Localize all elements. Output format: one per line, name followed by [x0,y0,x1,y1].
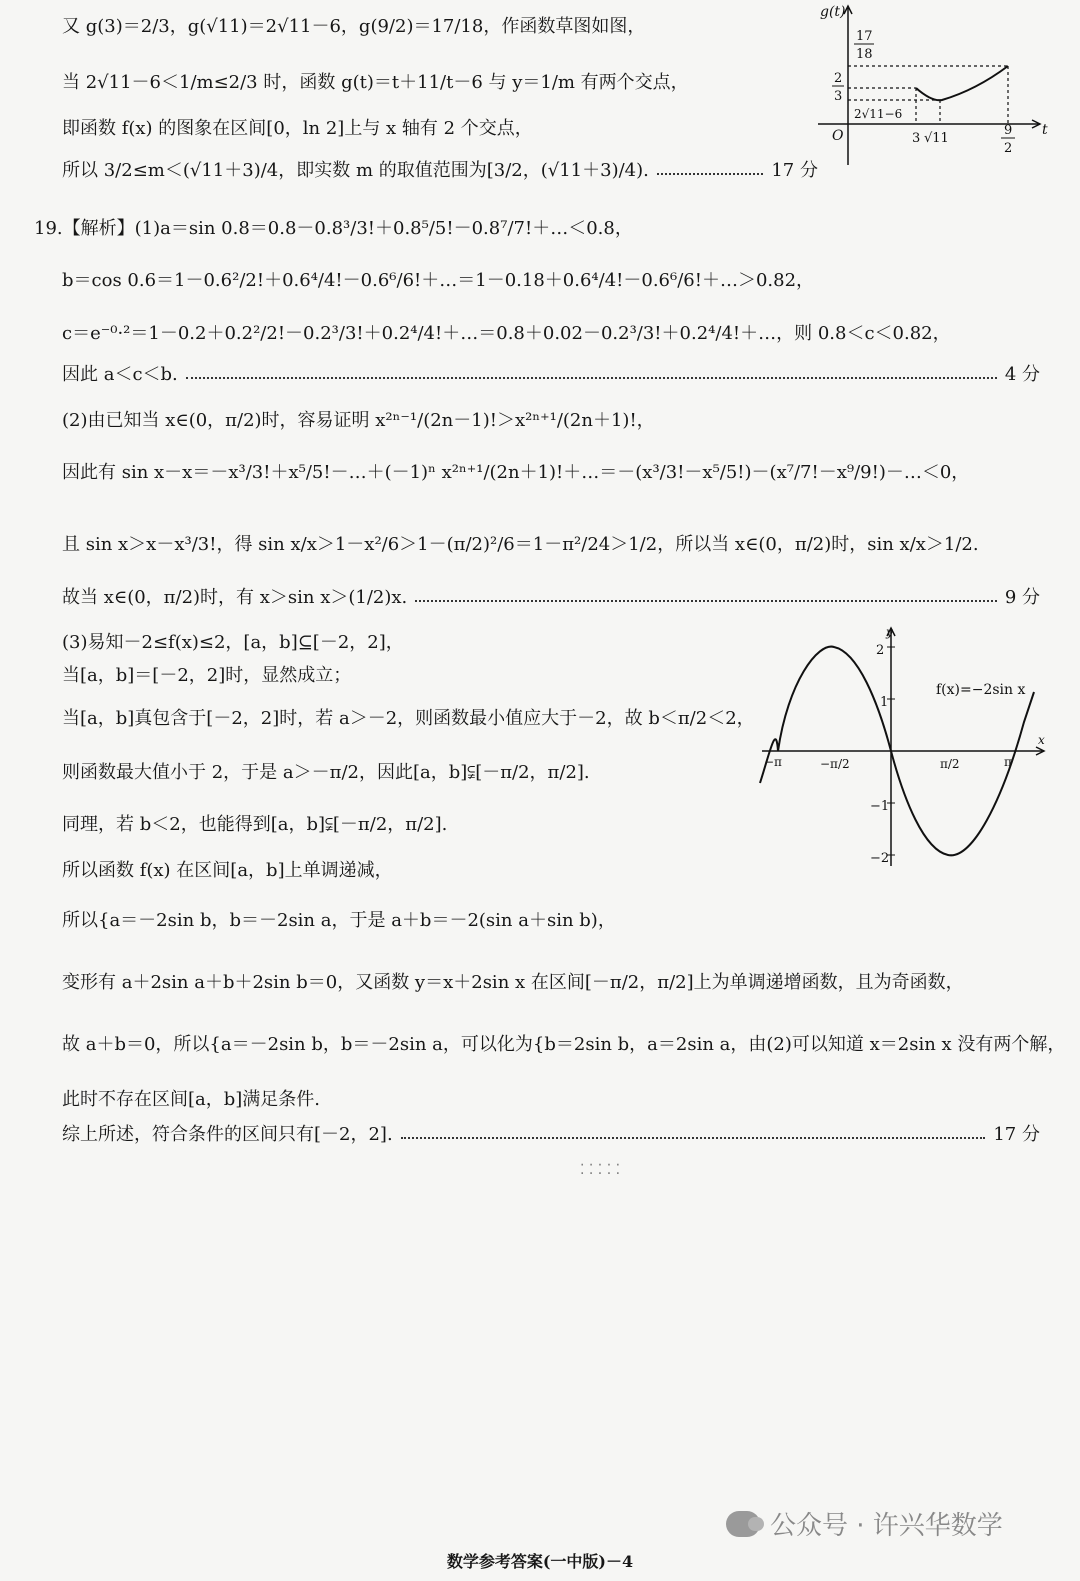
text-line: 即函数 f(x) 的图象在区间[0，ln 2]上与 x 轴有 2 个交点， [62,118,533,139]
tick-9-2-den: 2 [1004,141,1013,156]
text-line-scored: 综上所述，符合条件的区间只有[－2，2]. 17 分 [62,1124,1040,1145]
text-line: 所以函数 f(x) 在区间[a，b]上单调递减， [62,860,393,881]
score-label: 17 分 [771,160,818,181]
text-line: 此时不存在区间[a，b]满足条件. [62,1089,321,1110]
text-line: 则函数最大值小于 2，于是 a＞－π/2，因此[a，b]⫋[－π/2，π/2]. [62,762,590,783]
y-axis-label: g(t) [820,4,846,20]
score-label: 17 分 [993,1124,1040,1145]
function-label: f(x)=−2sin x [936,682,1026,698]
y-axis-label: y [886,625,893,639]
text-line: 当 2√11－6＜1/m≤2/3 时，函数 g(t)＝t＋11/t－6 与 y＝1/m 有两个交点， [62,72,689,93]
text-line: 变形有 a＋2sin a＋b＋2sin b＝0，又函数 y＝x＋2sin x 在区间[－π/2，π/2]上为单调递增函数，且为奇函数， [62,972,964,993]
tick-min-label: 2√11−6 [854,107,903,121]
dotted-leader [415,600,997,602]
y-tick-label: −1 [870,799,890,814]
text-line: 19.【解析】(1)a＝sin 0.8＝0.8－0.8³/3!＋0.8⁵/5!－0.8⁷/7!＋…＜0.8， [34,218,633,239]
watermark-text: 公众号 · 许兴华数学 [770,1511,1003,1541]
g-t-curve [916,66,1008,100]
text-line: 因此有 sin x－x＝－x³/3!＋x⁵/5!－…＋(－1)ⁿ x²ⁿ⁺¹/(2n＋1)!＋…＝－(x³/3!－x⁵/5!)－(x⁷/7!－x⁹/9!)－…＜0， [62,462,970,483]
score-label: 4 分 [1004,364,1040,385]
y-tick-label: −2 [870,851,890,866]
x-tick-label: −π/2 [820,757,850,771]
text-line-scored: 故当 x∈(0，π/2)时，有 x＞sin x＞(1/2)x. 9 分 [62,587,1040,608]
dotted-leader [401,1137,986,1139]
watermark [726,1505,1003,1542]
text-line: 又 g(3)＝2/3，g(√11)＝2√11－6，g(9/2)＝17/18，作函数草图如图， [62,16,646,37]
y-tick-label: 1 [880,695,889,710]
score-label: 9 分 [1004,587,1040,608]
x-tick-label: −π [764,755,782,769]
sine-graph [758,622,1050,872]
y-tick-label: 2 [876,643,885,658]
origin-label: O [832,128,844,144]
text-line: 同理，若 b＜2，也能得到[a，b]⫋[－π/2，π/2]. [62,814,448,835]
tick-17-18-num: 17 [856,29,873,44]
x-tick-label: π/2 [940,757,960,771]
tick-9-2-num: 9 [1004,123,1013,138]
tick-sqrt11: √11 [924,131,949,146]
text-line: 当[a，b]真包含于[－2，2]时，若 a＞－2，则函数最小值应大于－2，故 b＜π/2＜2， [62,708,755,729]
text-line: 所以{a＝－2sin b，b＝－2sin a，于是 a＋b＝－2(sin a＋sin b)， [62,910,616,931]
x-axis-label: t [1042,122,1048,138]
dotted-leader [186,377,997,379]
x-tick-label: π [1004,755,1012,769]
text-line: b＝cos 0.6＝1－0.6²/2!＋0.6⁴/4!－0.6⁶/6!＋…＝1－0.18＋0.6⁴/4!－0.6⁶/6!＋…＞0.82， [62,270,815,291]
text-line: (3)易知－2≤f(x)≤2，[a，b]⊆[－2，2]， [62,632,404,653]
tick-2-3-num: 2 [834,71,843,86]
tick-17-18-den: 18 [856,47,873,62]
text-line: c＝e⁻⁰·²＝1－0.2＋0.2²/2!－0.2³/3!＋0.2⁴/4!＋…＝0.8＋0.02－0.2³/3!＋0.2⁴/4!＋…，则 0.8＜c＜0.82， [62,323,951,344]
dotted-leader [657,173,763,175]
text-line-scored: 所以 3/2≤m＜(√11＋3)/4，即实数 m 的取值范围为[3/2，(√11＋3)/4). 17 分 [62,160,818,181]
wechat-icon [726,1511,760,1537]
page-footer: 数学参考答案(一中版)－4 [446,1552,634,1571]
text-line: 故 a＋b＝0，所以{a＝－2sin b，b＝－2sin a，可以化为{b＝2sin b，a＝2sin a，由(2)可以知道 x＝2sin x 没有两个解， [62,1034,1066,1055]
x-axis-label: x [1038,733,1045,747]
text-line: 当[a，b]＝[－2，2]时，显然成立； [62,665,352,686]
tick-3: 3 [912,131,921,146]
text-line: (2)由已知当 x∈(0，π/2)时，容易证明 x²ⁿ⁻¹/(2n－1)!＞x²ⁿ⁺¹/(2n＋1)!， [62,410,655,431]
text-line: 且 sin x＞x－x³/3!，得 sin x/x＞1－x²/6＞1－(π/2)²/6＝1－π²/24＞1/2，所以当 x∈(0，π/2)时，sin x/x＞1/2. [62,534,979,555]
text-line-scored: 因此 a＜c＜b. 4 分 [62,364,1040,385]
scan-noise: ⁚ ⁚ ⁚ ⁚ ⁚ [580,1162,621,1178]
g-t-graph [808,0,1048,170]
tick-2-3-den: 3 [834,89,843,104]
